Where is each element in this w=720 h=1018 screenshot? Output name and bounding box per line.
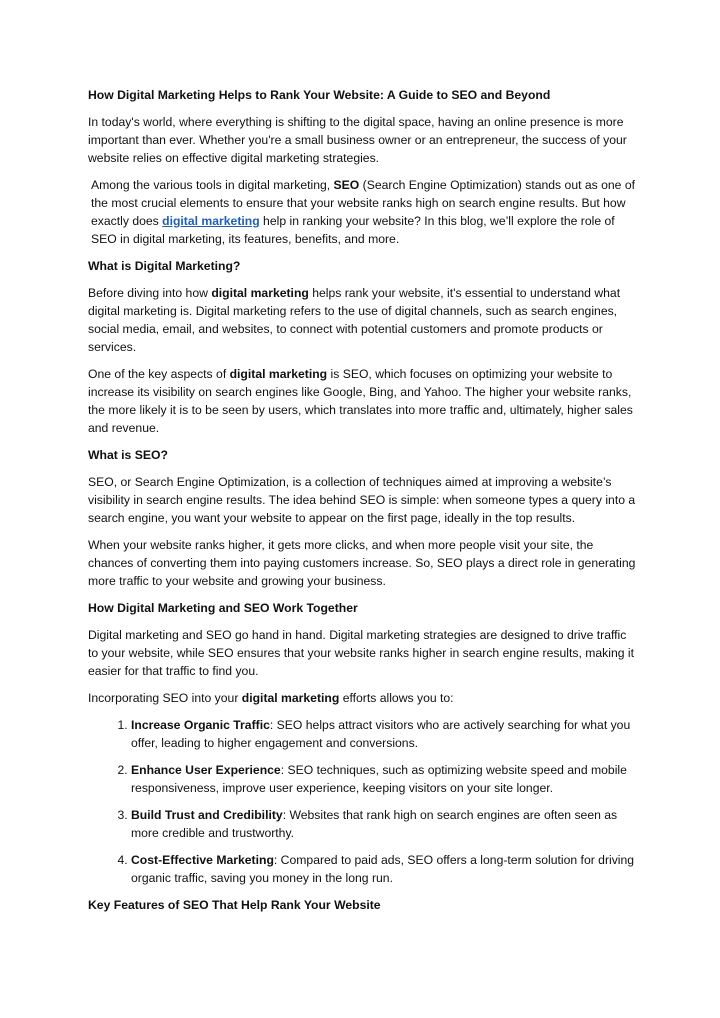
section3-p2-text-b: efforts allows you to: (339, 691, 454, 705)
section3-paragraph-2 (88, 689, 636, 707)
list-item (131, 851, 636, 887)
intro-p2-text-c: help in ranking your website? In this blog, we’ll explore the role of SEO in digital marketing, its features, benefits, and more. (91, 214, 615, 246)
list-item (131, 761, 636, 797)
list-item-text: : SEO techniques, such as optimizing website speed and mobile responsiveness, improve user experience, keeping visitors on your site longer. (131, 763, 627, 795)
section1-paragraph-1 (88, 284, 636, 356)
section3-paragraph-1: Digital marketing and SEO go hand in hand. Digital marketing strategies are designed to drive traffic to your website, while SEO ensures that your website ranks higher in search engine results, making it easier for that traffic to find you. (88, 628, 634, 678)
intro-p2-seo-bold: SEO (333, 178, 360, 192)
list-item (131, 806, 636, 842)
list-item (131, 716, 636, 752)
document-title: How Digital Marketing Helps to Rank Your Website: A Guide to SEO and Beyond (88, 88, 551, 102)
intro-p2-text-b: (Search Engine Optimization) stands out as one of the most crucial elements to ensure that your website ranks high on search engine results. But how exactly does (91, 178, 636, 228)
list-item-term: Increase Organic Traffic (131, 718, 270, 732)
intro-paragraph-2 (88, 176, 636, 248)
list-item-term: Cost-Effective Marketing (131, 853, 274, 867)
section3-p2-text-a: Incorporating SEO into your (88, 691, 242, 705)
digital-marketing-link[interactable]: digital marketing (162, 214, 260, 228)
list-item-text: : Websites that rank high on search engines are often seen as more credible and trustworthy. (131, 808, 618, 840)
section1-p1-text-a: Before diving into how (88, 286, 212, 300)
list-item-text: : SEO helps attract visitors who are actively searching for what you offer, leading to higher engagement and conversions. (131, 718, 631, 750)
section1-p1-text-b: helps rank your website, it's essential to understand what digital marketing is. Digital marketing refers to the use of digital channels, such as search engines, social media, email, and websites, to connect with potential customers and promote products or services. (88, 286, 621, 354)
benefits-list (88, 716, 636, 887)
document-body (88, 86, 636, 923)
section1-p1-bold: digital marketing (211, 286, 309, 300)
section2-paragraph-1: SEO, or Search Engine Optimization, is a collection of techniques aimed at improving a website’s visibility in search engine results. The idea behind SEO is simple: when someone types a query into a search engine, you want your website to appear on the first page, ideally in the top results. (88, 475, 636, 525)
section1-p2-text-b: is SEO, which focuses on optimizing your website to increase its visibility on search engines like Google, Bing, and Yahoo. The higher your website ranks, the more likely it is to be seen by users, which translates into more traffic and, ultimately, higher sales and revenue. (88, 367, 633, 435)
heading-what-is-seo: What is SEO? (88, 448, 168, 462)
heading-what-is-digital-marketing: What is Digital Marketing? (88, 259, 241, 273)
section3-p2-bold: digital marketing (241, 691, 340, 705)
section1-p2-text-a: One of the key aspects of (88, 367, 230, 381)
intro-p2-text-a: Among the various tools in digital marketing, (91, 178, 334, 192)
list-item-term: Build Trust and Credibility (131, 808, 283, 822)
section1-paragraph-2 (88, 365, 636, 437)
heading-how-dm-and-seo-work-together: How Digital Marketing and SEO Work Together (88, 601, 358, 615)
intro-paragraph-1: In today's world, where everything is shifting to the digital space, having an online presence is more important than ever. Whether you're a small business owner or an entrepreneur, the success of your website relies on effective digital marketing strategies. (88, 115, 627, 165)
list-item-text: : Compared to paid ads, SEO offers a long-term solution for driving organic traffic, saving you money in the long run. (131, 853, 635, 885)
heading-key-features-of-seo: Key Features of SEO That Help Rank Your Website (88, 898, 381, 912)
list-item-term: Enhance User Experience (131, 763, 281, 777)
section1-p2-bold: digital marketing (229, 367, 328, 381)
section2-paragraph-2: When your website ranks higher, it gets more clicks, and when more people visit your site, the chances of converting them into paying customers increase. So, SEO plays a direct role in generating more traffic to your website and growing your business. (88, 538, 636, 588)
